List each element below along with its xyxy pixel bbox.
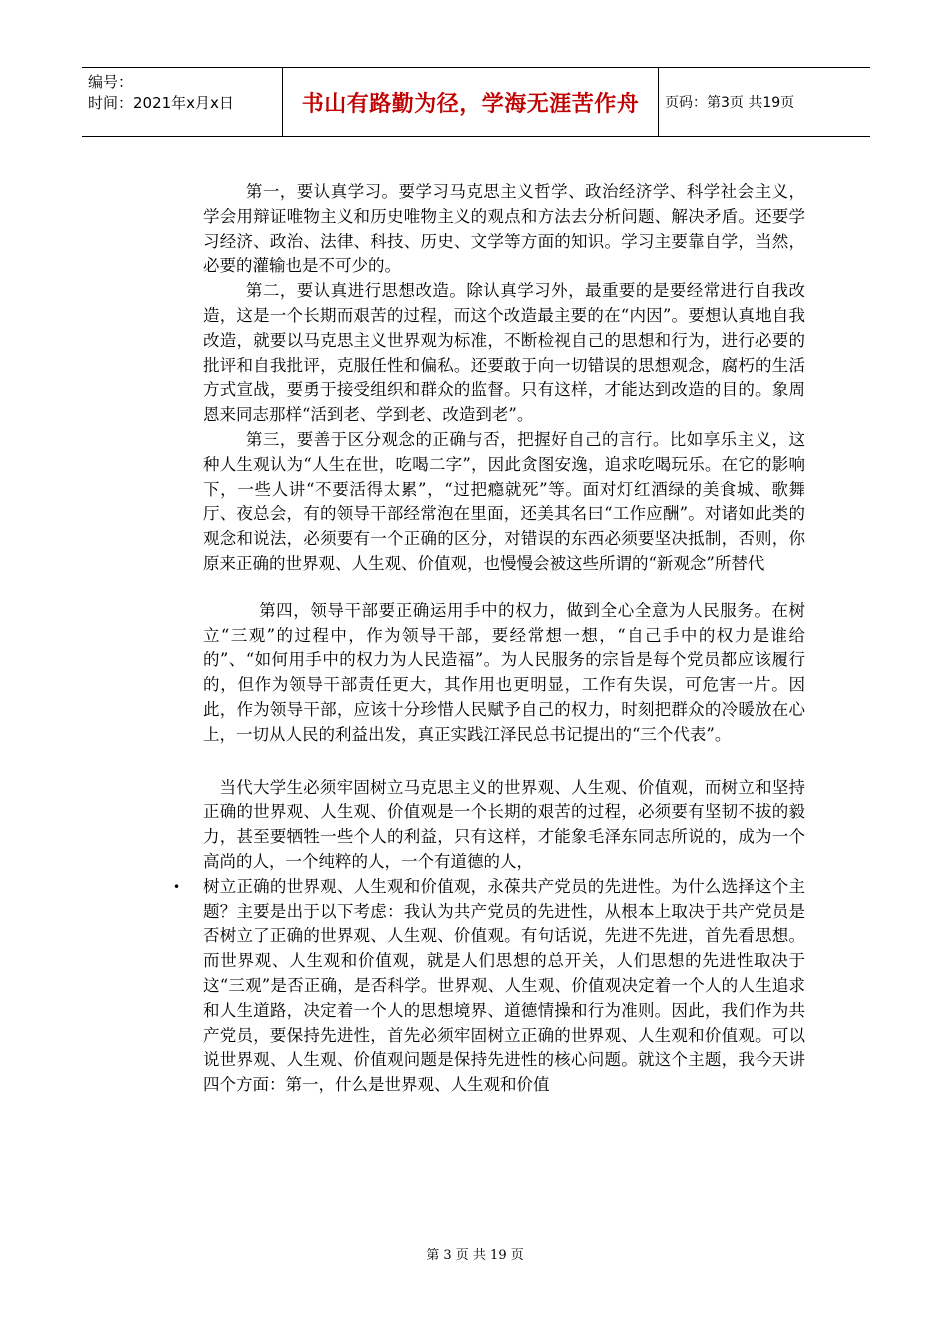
paragraph-1: 第一，要认真学习。要学习马克思主义哲学、政治经济学、科学社会主义，学会用辩证唯物主义和历史唯物主义的观点和方法去分析问题、解决矛盾。还要学习经济、政治、法律、科技、历史、文学等方面的知识。学习主要靠自学，当然，必要的灌输也是不可少的。 xyxy=(203,182,805,276)
header-page-code: 页码：第3页 共19页 xyxy=(665,95,795,111)
paragraph-5: 当代大学生必须牢固树立马克思主义的世界观、人生观、价值观，而树立和坚持正确的世界观、人生观、价值观是一个长期的艰苦的过程，必须要有坚韧不拔的毅力，甚至要牺牲一些个人的利益，只有这样，才能象毛泽东同志所说的，成为一个高尚的人，一个纯粹的人，一个有道德的人， xyxy=(203,777,805,871)
document-header xyxy=(82,67,870,137)
paragraph-2: 第二，要认真进行思想改造。除认真学习外，最重要的是要经常进行自我改造，这是一个长期而艰苦的过程，而这个改造最主要的在“内因”。要想认真地自我改造，就要以马克思主义世界观为标准，不断检视自己的思想和行为，进行必要的批评和自我批评，克服任性和偏私。还要敢于向一切错误的思想观念，腐朽的生活方式宣战，要勇于接受组织和群众的监督。只有这样，才能达到改造的目的。象周恩来同志那样“活到老、学到老、改造到老”。 xyxy=(203,281,805,425)
paragraph-4: 第四，领导干部要正确运用手中的权力，做到全心全意为人民服务。在树立“三观”的过程中，作为领导干部，要经常想一想，“自己手中的权力是谁给的”、“如何用手中的权力为人民造福”。为人民服务的宗旨是每个党员都应该履行的，但作为领导干部责任更大，其作用也更明显，工作有失误，可危害一片。因此，作为领导干部，应该十分珍惜人民赋予自己的权力，时刻把群众的冷暖放在心上，一切从人民的利益出发，真正实践江泽民总书记提出的“三个代表”。 xyxy=(203,600,805,744)
page-footer: 第 3 页 共 19 页 xyxy=(426,1248,524,1263)
bullet-text: 树立正确的世界观、人生观和价值观，永葆共产党员的先进性。为什么选择这个主题？主要是出于以下考虑：我认为共产党员的先进性，从根本上取决于共产党员是否树立了正确的世界观、人生观、价值观。有句话说，先进不先进，首先看思想。而世界观、人生观和价值观，就是人们思想的总开关，人们思想的先进性取决于这“三观”是否正确，是否科学。世界观、人生观、价值观决定着一个人的人生追求和人生道路，决定着一个人的思想境界、道德情操和行为准则。因此，我们作为共产党员，要保持先进性，首先必须牢固树立正确的世界观、人生观和价值观。可以说世界观、人生观、价值观问题是保持先进性的核心问题。就这个主题，我今天讲四个方面：第一，什么是世界观、人生观和价值 xyxy=(203,876,805,1095)
number-label: 编号： xyxy=(88,73,134,91)
bullet-icon: • xyxy=(173,879,181,894)
paragraph-3: 第三，要善于区分观念的正确与否，把握好自己的言行。比如享乐主义，这种人生观认为“人生在世，吃喝二字”，因此贪图安逸，追求吃喝玩乐。在它的影响下，一些人讲“不要活得太累”，“过把瘾就死”等。面对灯红酒绿的美食城、歌舞厅、夜总会，有的领导干部经常泡在里面，还美其名曰“工作应酬”。对诸如此类的观念和说法，必须要有一个正确的区分，对错误的东西必须要坚决抵制，否则，你原来正确的世界观、人生观、价值观，也慢慢会被这些所谓的“新观念”所替代 xyxy=(203,429,805,573)
bullet-list-item xyxy=(173,875,805,1098)
date-label: 时间：2021年x月x日 xyxy=(88,94,234,112)
header-meta xyxy=(82,68,282,136)
header-motto: 书山有路勤为径，学海无涯苦作舟 xyxy=(282,68,659,136)
document-body xyxy=(173,180,805,1098)
